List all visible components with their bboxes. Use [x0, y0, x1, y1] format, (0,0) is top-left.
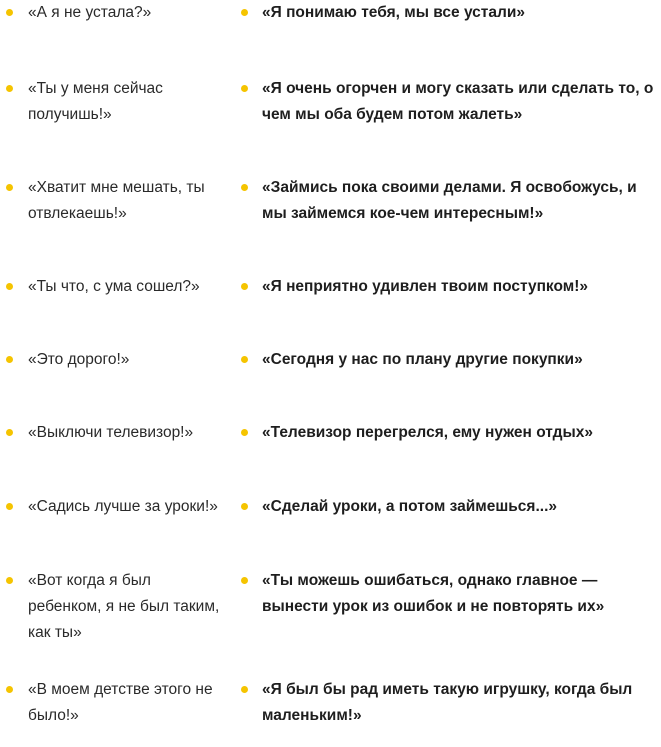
dot-bullet-icon [6, 85, 13, 92]
dot-bullet-icon [241, 283, 248, 290]
better-phrase: «Сделай уроки, а потом займешься...» [262, 498, 558, 515]
original-phrase: «Ты что, с ума сошел?» [28, 278, 200, 295]
original-phrase: «Это дорого!» [28, 351, 130, 368]
dot-bullet-icon [241, 184, 248, 191]
dot-bullet-icon [6, 283, 13, 290]
better-phrase: «Я неприятно удивлен твоим поступком!» [262, 278, 588, 295]
dot-bullet-icon [6, 356, 13, 363]
dot-bullet-icon [241, 85, 248, 92]
dot-bullet-icon [6, 686, 13, 693]
dot-bullet-icon [6, 503, 13, 510]
original-phrase: «А я не устала?» [28, 4, 152, 21]
better-phrase: «Займись пока своими делами. Я освобожусь, и мы займемся кое-чем интересным!» [262, 179, 637, 222]
dot-bullet-icon [6, 184, 13, 191]
dot-bullet-icon [6, 429, 13, 436]
dot-bullet-icon [241, 356, 248, 363]
dot-bullet-icon [241, 429, 248, 436]
better-phrase: «Я очень огорчен и могу сказать или сделать то, о чем мы оба будем потом жалеть» [262, 80, 654, 123]
dot-bullet-icon [6, 577, 13, 584]
dot-bullet-icon [241, 9, 248, 16]
better-phrase: «Телевизор перегрелся, ему нужен отдых» [262, 424, 593, 441]
dot-bullet-icon [241, 503, 248, 510]
dot-bullet-icon [6, 9, 13, 16]
original-phrase: «Вот когда я был ребенком, я не был таким, как ты» [28, 572, 220, 641]
better-phrase: «Сегодня у нас по плану другие покупки» [262, 351, 583, 368]
original-phrase: «Ты у меня сейчас получишь!» [28, 80, 163, 123]
better-phrase: «Ты можешь ошибаться, однако главное — вынести урок из ошибок и не повторять их» [262, 572, 605, 615]
original-phrase: «Выключи телевизор!» [28, 424, 194, 441]
better-phrase: «Я понимаю тебя, мы все устали» [262, 4, 526, 21]
original-phrase: «Хватит мне мешать, ты отвлекаешь!» [28, 179, 205, 222]
original-phrase: «В моем детстве этого не было!» [28, 681, 213, 724]
dot-bullet-icon [241, 577, 248, 584]
original-phrase: «Садись лучше за уроки!» [28, 498, 218, 515]
dot-bullet-icon [241, 686, 248, 693]
better-phrase: «Я был бы рад иметь такую игрушку, когда был маленьким!» [262, 681, 633, 724]
